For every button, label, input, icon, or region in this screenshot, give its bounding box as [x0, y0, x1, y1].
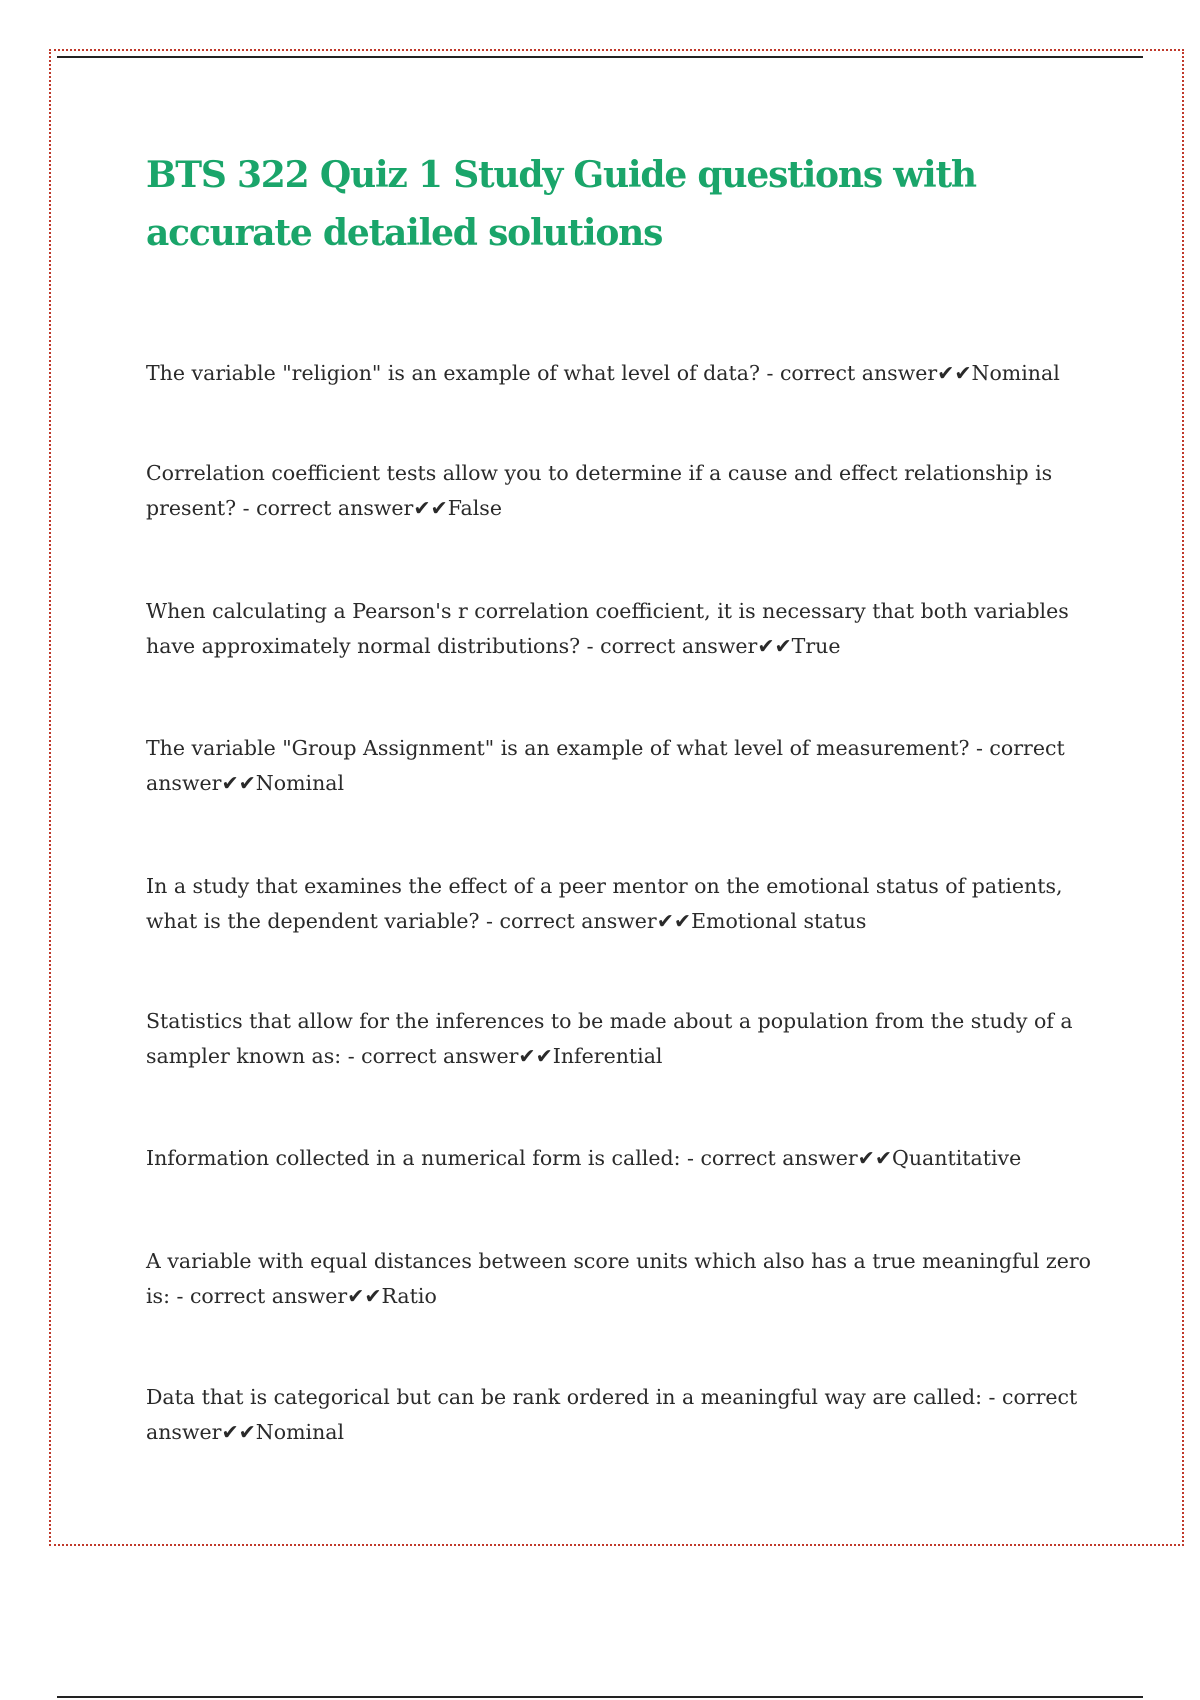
answer-label: - correct answer	[236, 496, 414, 520]
answer-label: - correct answer	[169, 1284, 348, 1308]
question-text: Data that is categorical but can be rank ordered in a meaningful way are called:	[146, 1385, 982, 1409]
answer-text: Nominal	[255, 1420, 345, 1444]
answer-label: - correct answer	[146, 1385, 1078, 1444]
answer-text: Nominal	[971, 361, 1060, 385]
question-text: The variable "religion" is an example of what level of data?	[146, 361, 760, 385]
answer-label: - correct answer	[580, 634, 758, 658]
question-text: In a study that examines the effect of a peer mentor on the emotional status of patients, what is the dependent variable?	[146, 874, 1063, 933]
qa-item	[146, 869, 1096, 939]
question-text: Correlation coefficient tests allow you to determine if a cause and effect relationship is present?	[146, 461, 1053, 520]
answer-text: Nominal	[255, 771, 345, 795]
check-marks: ✔✔	[656, 909, 692, 933]
check-marks: ✔✔	[937, 361, 972, 385]
qa-item	[146, 594, 1096, 664]
check-marks: ✔✔	[857, 1146, 893, 1170]
answer-text: Inferential	[552, 1044, 663, 1068]
answer-text: Ratio	[381, 1284, 437, 1308]
answer-text: Emotional status	[691, 909, 867, 933]
answer-label: - correct answer	[341, 1044, 519, 1068]
check-marks: ✔✔	[347, 1284, 382, 1308]
check-marks: ✔✔	[221, 771, 256, 795]
answer-text: True	[791, 634, 841, 658]
answer-text: Quantitative	[892, 1146, 1022, 1170]
check-marks: ✔✔	[757, 634, 792, 658]
check-marks: ✔✔	[221, 1420, 256, 1444]
answer-label: - correct answer	[680, 1146, 858, 1170]
question-text: The variable "Group Assignment" is an example of what level of measurement?	[146, 736, 970, 760]
qa-item	[146, 1141, 1096, 1176]
bottom-rule-divider	[57, 1696, 1143, 1698]
qa-item	[146, 456, 1096, 526]
answer-label: - correct answer	[146, 736, 1065, 795]
answer-text: False	[447, 496, 502, 520]
qa-item	[146, 731, 1096, 801]
question-text: Statistics that allow for the inferences to be made about a population from the study of a sampler known as:	[146, 1009, 1073, 1068]
page-title: BTS 322 Quiz 1 Study Guide questions with accurate detailed solutions	[146, 154, 976, 254]
question-text: A variable with equal distances between score units which also has a true meaningful zero is:	[146, 1249, 1091, 1308]
answer-label: - correct answer	[759, 361, 938, 385]
qa-item	[146, 1244, 1096, 1314]
qa-item	[146, 356, 1096, 391]
question-text: When calculating a Pearson's r correlation coefficient, it is necessary that both variables have approximately normal distributions?	[146, 599, 1069, 658]
check-marks: ✔✔	[518, 1044, 553, 1068]
question-text: Information collected in a numerical form is called:	[146, 1146, 681, 1170]
qa-item	[146, 1380, 1096, 1450]
check-marks: ✔✔	[413, 496, 448, 520]
top-rule-divider	[57, 56, 1143, 58]
qa-item	[146, 1004, 1096, 1074]
answer-label: - correct answer	[479, 909, 657, 933]
